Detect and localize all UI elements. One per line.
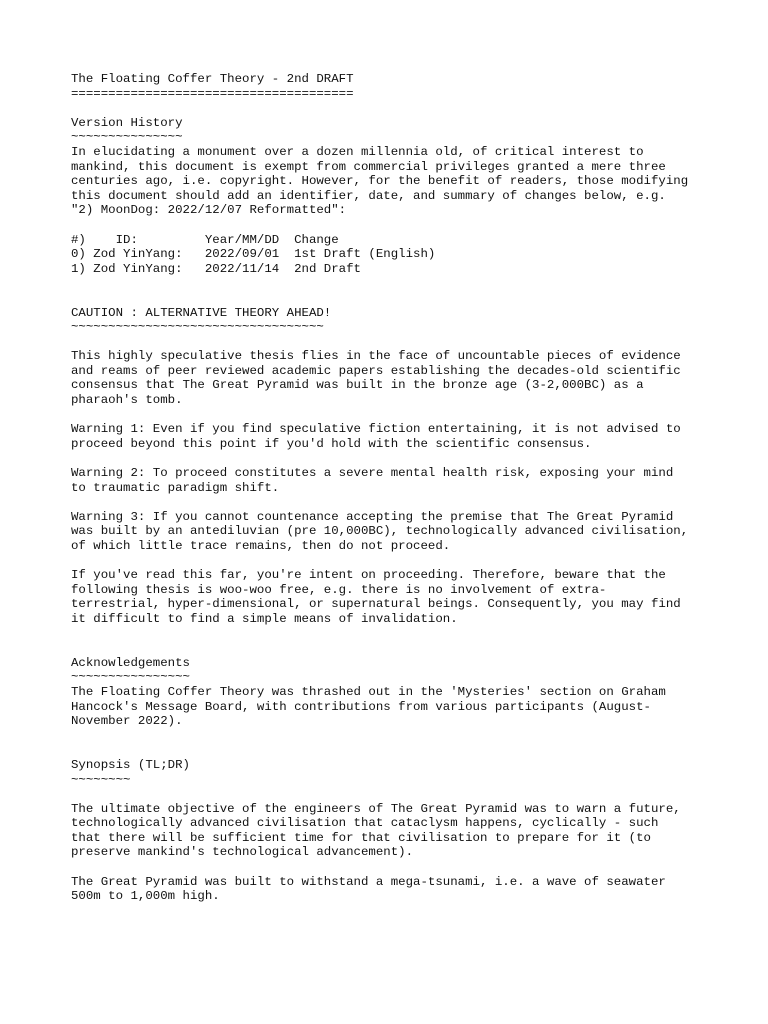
- text-line: CAUTION : ALTERNATIVE THEORY AHEAD!: [71, 305, 332, 320]
- blank-line: [71, 641, 731, 656]
- text-line: 1) Zod YinYang: 2022/11/14 2nd Draft: [71, 261, 361, 276]
- blank-line: [71, 787, 731, 802]
- text-line: In elucidating a monument over a dozen millennia old, of critical interest to: [71, 144, 644, 159]
- text-line: mankind, this document is exempt from commercial privileges granted a mere three: [71, 159, 666, 174]
- text-line: centuries ago, i.e. copyright. However, for the benefit of readers, those modifying: [71, 174, 689, 189]
- blank-line: [71, 291, 731, 306]
- text-line: pharaoh's tomb.: [71, 393, 183, 408]
- text-line: terrestrial, hyper-dimensional, or supernatural beings. Consequently, you may find: [71, 597, 681, 612]
- text-line: If you've read this far, you're intent on proceeding. Therefore, beware that the: [71, 568, 666, 583]
- text-line: of which little trace remains, then do not proceed.: [71, 539, 451, 553]
- text-line: ~~~~~~~~~~~~~~~~~~~~~~~~~~~~~~~~~~: [71, 320, 324, 335]
- document-page: [71, 72, 731, 904]
- text-line: preserve mankind's technological advancement).: [71, 845, 414, 860]
- text-line: 0) Zod YinYang: 2022/09/01 1st Draft (English): [71, 247, 436, 262]
- blank-line: [71, 218, 731, 233]
- text-line: #) ID: Year/MM/DD Change: [71, 232, 339, 247]
- text-line: was built by an antediluvian (pre 10,000BC), technologically advanced civilisation,: [71, 524, 689, 539]
- text-line: Synopsis (TL;DR): [71, 757, 190, 772]
- text-line: it difficult to find a simple means of invalidation.: [71, 611, 458, 626]
- blank-line: [71, 495, 731, 510]
- text-line: ~~~~~~~~: [71, 772, 131, 787]
- blank-line: [71, 451, 731, 466]
- blank-line: [71, 860, 731, 875]
- text-line: this document should add an identifier, date, and summary of changes below, e.g.: [71, 188, 666, 203]
- text-line: technologically advanced civilisation that cataclysm happens, cyclically - such: [71, 816, 659, 831]
- text-line: Warning 2: To proceed constitutes a severe mental health risk, exposing your mind: [71, 466, 674, 481]
- text-line: that there will be sufficient time for that civilisation to prepare for it (to: [71, 830, 651, 845]
- text-line: to traumatic paradigm shift.: [71, 480, 280, 495]
- text-line: "2) MoonDog: 2022/12/07 Reformatted":: [71, 203, 347, 218]
- text-line: consensus that The Great Pyramid was built in the bronze age (3-2,000BC) as a: [71, 378, 644, 393]
- blank-line: [71, 729, 731, 744]
- text-line: November 2022).: [71, 714, 183, 729]
- text-line: ======================================: [71, 86, 354, 101]
- text-line: ~~~~~~~~~~~~~~~: [71, 130, 183, 145]
- text-line: Warning 1: Even if you find speculative fiction entertaining, it is not advised to: [71, 422, 681, 437]
- blank-line: [71, 408, 731, 423]
- blank-line: [71, 627, 731, 642]
- text-line: ~~~~~~~~~~~~~~~~: [71, 670, 190, 685]
- text-line: proceed beyond this point if you'd hold with the scientific consensus.: [71, 436, 592, 451]
- text-line: This highly speculative thesis flies in the face of uncountable pieces of evidence: [71, 349, 681, 364]
- blank-line: [71, 554, 731, 569]
- text-line: The Great Pyramid was built to withstand a mega-tsunami, i.e. a wave of seawater: [71, 874, 666, 889]
- text-line: and reams of peer reviewed academic papers establishing the decades-old scientific: [71, 363, 681, 378]
- text-line: Version History: [71, 115, 183, 130]
- blank-line: [71, 101, 731, 116]
- text-line: following thesis is woo-woo free, e.g. there is no involvement of extra-: [71, 582, 607, 597]
- text-line: Acknowledgements: [71, 655, 190, 670]
- text-line: The Floating Coffer Theory was thrashed out in the 'Mysteries' section on Graham: [71, 684, 666, 699]
- text-line: 500m to 1,000m high.: [71, 889, 220, 904]
- text-line: The Floating Coffer Theory - 2nd DRAFT: [71, 72, 354, 86]
- blank-line: [71, 743, 731, 758]
- blank-line: [71, 276, 731, 291]
- text-line: The ultimate objective of the engineers of The Great Pyramid was to warn a future,: [71, 801, 681, 816]
- text-line: Hancock's Message Board, with contributions from various participants (August-: [71, 699, 651, 714]
- blank-line: [71, 335, 731, 350]
- text-line: Warning 3: If you cannot countenance accepting the premise that The Great Pyramid: [71, 509, 674, 524]
